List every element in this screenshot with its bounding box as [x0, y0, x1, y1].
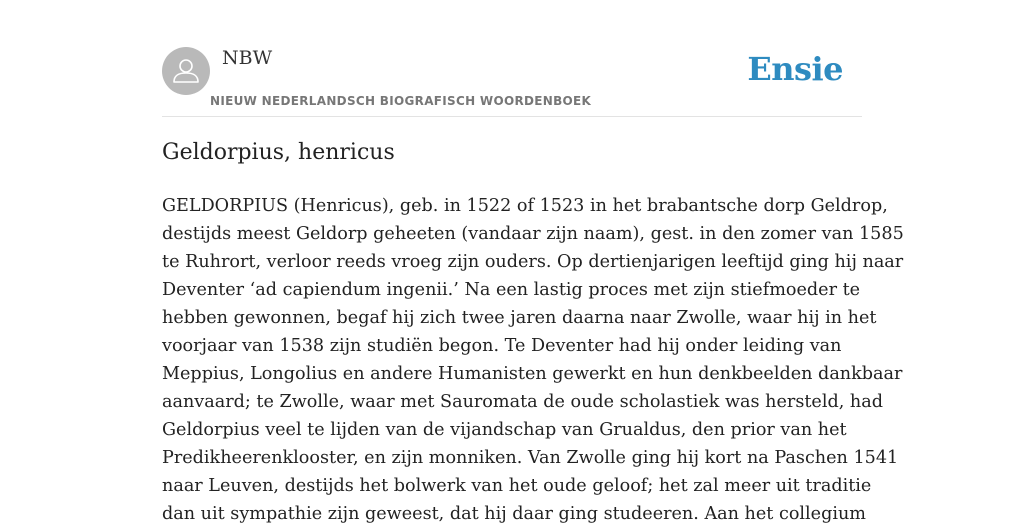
user-icon [162, 47, 210, 95]
article-title: Geldorpius, henricus [162, 140, 395, 165]
article-line: aanvaard; te Zwolle, waar met Sauromata de oude scholastiek was hersteld, had [162, 392, 883, 412]
article-line: destijds meest Geldorp geheeten (vandaar zijn naam), gest. in den zomer van 1585 [162, 224, 904, 244]
article-line: hebben gewonnen, begaf hij zich twee jaren daarna naar Zwolle, waar hij in het [162, 308, 877, 328]
article-line: Deventer ‘ad capiendum ingenii.’ Na een lastig proces met zijn stiefmoeder te [162, 280, 861, 300]
article-line: te Ruhrort, verloor reeds vroeg zijn ouders. Op dertienjarigen leeftijd ging hij naar [162, 252, 904, 272]
avatar [162, 47, 210, 95]
brand-logo[interactable]: Ensie [747, 50, 843, 88]
article-line: Meppius, Longolius en andere Humanisten gewerkt en hun denkbeelden dankbaar [162, 364, 903, 384]
article-line: Geldorpius veel te lijden van de vijandschap van Grualdus, den prior van het [162, 420, 847, 440]
article-line: Predikheerenklooster, en zijn monniken. Van Zwolle ging hij kort na Paschen 1541 [162, 448, 899, 468]
article-line: dan uit sympathie zijn geweest, dat hij daar ging studeeren. Aan het collegium [162, 504, 866, 524]
source-abbreviation[interactable]: NBW [222, 47, 273, 69]
article-line: voorjaar van 1538 zijn studiën begon. Te Deventer had hij onder leiding van [162, 336, 842, 356]
source-header [162, 46, 862, 117]
article-line: GELDORPIUS (Henricus), geb. in 1522 of 1523 in het brabantsche dorp Geldrop, [162, 196, 888, 216]
source-full-name: NIEUW NEDERLANDSCH BIOGRAFISCH WOORDENBOEK [210, 94, 592, 108]
article-body [162, 192, 904, 528]
article-line: naar Leuven, destijds het bolwerk van het oude geloof; het zal meer uit traditie [162, 476, 872, 496]
